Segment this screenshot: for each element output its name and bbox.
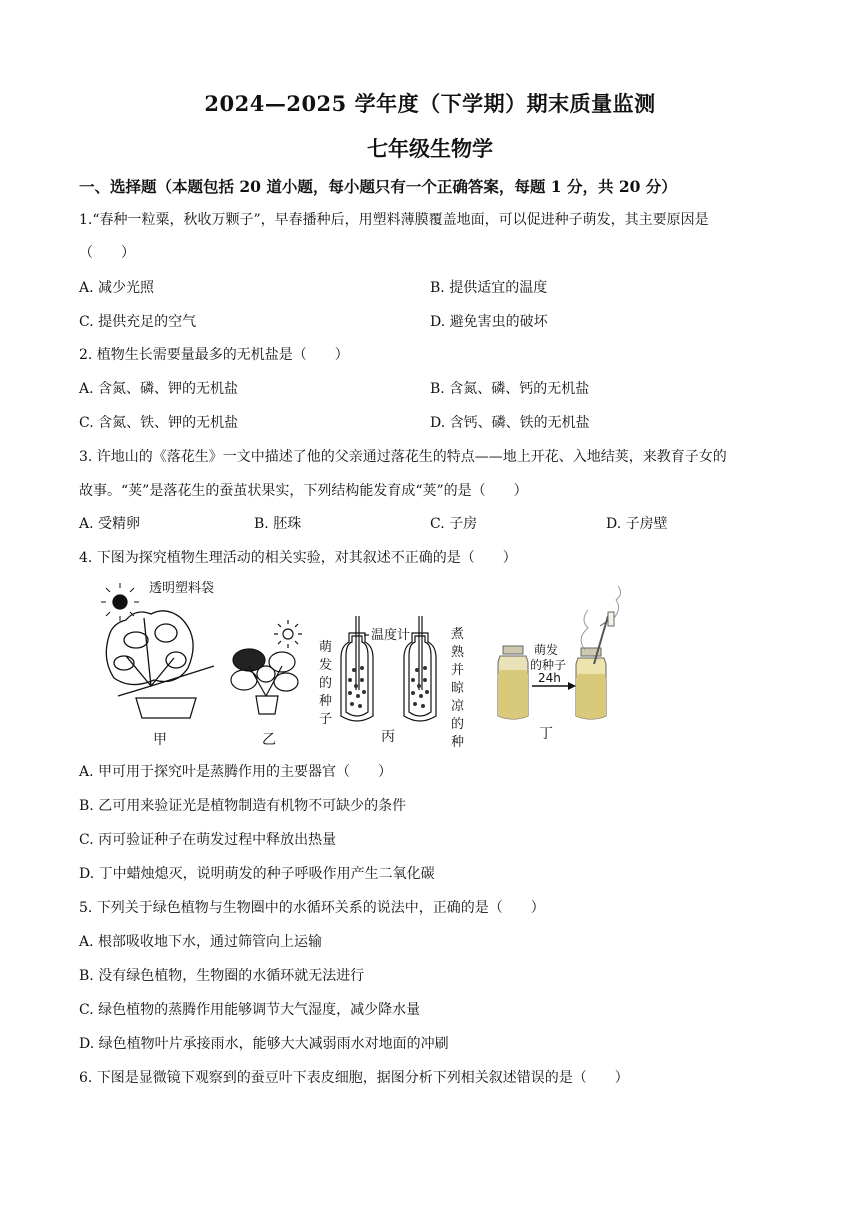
q3-stem: 3. 许地山的《落花生》一文中描述了他的父亲通过落花生的特点——地上开花、入地结荚，来教育子女的: [79, 449, 727, 465]
q2-option-b: B. 含氮、磷、钙的无机盐: [430, 381, 590, 397]
exam-subject: 七年级生物学: [367, 136, 493, 161]
q2-option-a: A. 含氮、磷、钾的无机盐: [79, 381, 239, 397]
q5-option-c: C. 绿色植物的蒸腾作用能够调节大气湿度，减少降水量: [79, 1002, 421, 1018]
q4-stem: 4. 下图为探究植物生理活动的相关实验，对其叙述不正确的是（ ）: [79, 550, 517, 566]
q1-option-a: A. 减少光照: [79, 280, 155, 296]
experiment-figure: [96, 578, 626, 754]
q4-option-d: D. 丁中蜡烛熄灭，说明萌发的种子呼吸作用产生二氧化碳: [79, 866, 435, 882]
q2-option-c: C. 含氮、铁、钾的无机盐: [79, 415, 239, 431]
ding-seed-label-1: 萌发: [534, 643, 559, 657]
section-heading: 一、选择题（本题包括 20 道小题，每小题只有一个正确答案，每题 1 分，共 20 分）: [79, 177, 677, 196]
svg-text:的: 的: [319, 676, 333, 691]
q3-option-b: B. 胚珠: [254, 516, 302, 532]
exam-title: 2024—2025 学年度（下学期）期末质量监测: [204, 91, 656, 116]
bag-label: 透明塑料袋: [149, 581, 215, 596]
q6-stem: 6. 下图是显微镜下观察到的蚕豆叶下表皮细胞，据图分析下列相关叙述错误的是（ ）: [79, 1070, 629, 1086]
svg-text:萌: 萌: [319, 640, 333, 655]
q5-option-d: D. 绿色植物叶片承接雨水，能够大大减弱雨水对地面的冲刷: [79, 1036, 449, 1052]
q3-option-d: D. 子房壁: [606, 516, 668, 532]
svg-text:种: 种: [319, 694, 333, 709]
svg-text:的: 的: [451, 717, 465, 732]
figure-jia-plant-bag: [101, 583, 214, 718]
caption-ding: 丁: [539, 726, 553, 742]
q3-option-c: C. 子房: [430, 516, 478, 532]
time-label: 24h: [538, 671, 561, 685]
figure-ding-jars: [498, 586, 621, 719]
svg-text:种: 种: [451, 735, 465, 750]
q1-option-b: B. 提供适宜的温度: [430, 280, 548, 296]
svg-text:凉: 凉: [451, 699, 465, 714]
svg-text:子: 子: [319, 712, 333, 727]
thermometer-label: 温度计: [371, 628, 411, 643]
svg-text:熟: 熟: [451, 645, 465, 660]
svg-text:发: 发: [319, 658, 333, 673]
q1-stem: 1.“春种一粒粟，秋收万颗子”，早春播种后，用塑料薄膜覆盖地面，可以促进种子萌发，其主要原因是: [79, 212, 709, 228]
q2-stem: 2. 植物生长需要量最多的无机盐是（ ）: [79, 347, 349, 363]
q1-option-d: D. 避免害虫的破坏: [430, 314, 548, 330]
q5-option-a: A. 根部吸收地下水，通过筛管向上运输: [79, 934, 323, 950]
boiled-seed-label: [451, 626, 465, 750]
q4-option-a: A. 甲可用于探究叶是蒸腾作用的主要器官（ ）: [79, 764, 393, 780]
caption-bing: 丙: [381, 729, 395, 745]
q5-option-b: B. 没有绿色植物，生物圈的水循环就无法进行: [79, 968, 365, 984]
q5-stem: 5. 下列关于绿色植物与生物圈中的水循环关系的说法中，正确的是（ ）: [79, 900, 545, 916]
svg-text:并: 并: [451, 663, 465, 678]
arrow-head-icon: [568, 682, 576, 690]
svg-text:晾: 晾: [451, 681, 465, 696]
q1-option-c: C. 提供充足的空气: [79, 314, 197, 330]
q1-stem-blank: （ ）: [79, 245, 135, 261]
figure-yi-plant-sun: [231, 620, 302, 714]
caption-yi: 乙: [262, 732, 276, 748]
q4-option-c: C. 丙可验证种子在萌发过程中释放出热量: [79, 832, 337, 848]
q3-option-a: A. 受精卵: [79, 516, 141, 532]
svg-text:煮: 煮: [451, 627, 465, 642]
q2-option-d: D. 含钙、磷、铁的无机盐: [430, 415, 590, 431]
q4-option-b: B. 乙可用来验证光是植物制造有机物不可缺少的条件: [79, 798, 407, 814]
caption-jia: 甲: [153, 732, 167, 748]
q3-stem-cont: 故事。“荚”是落花生的蚕茧状果实，下列结构能发育成“荚”的是（ ）: [79, 483, 528, 499]
germinating-seed-label: [319, 640, 332, 727]
ding-seed-label-2: 的种子: [530, 658, 567, 672]
